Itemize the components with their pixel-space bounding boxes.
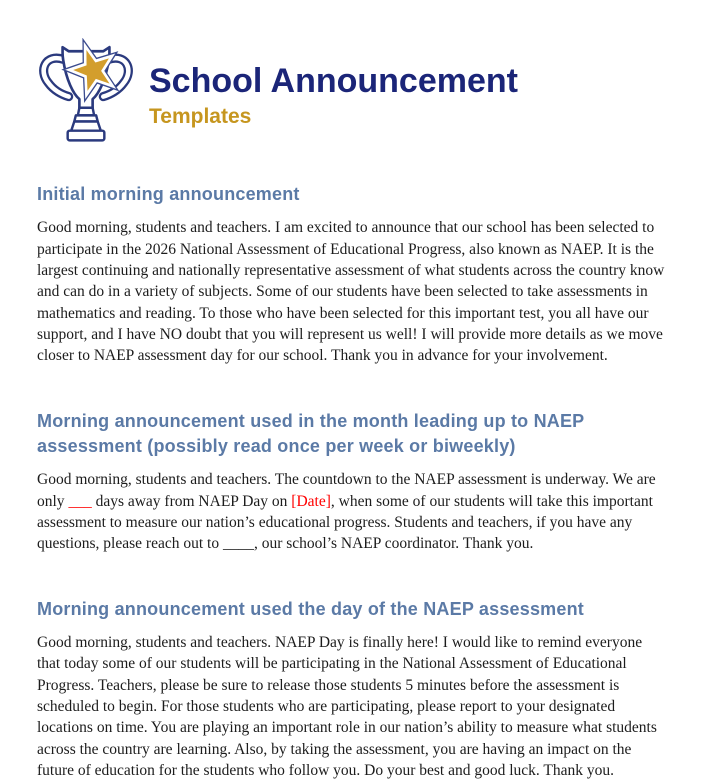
- body-text-segment: , when some of our students will take this important assessment to measure our nation’s educational progress. Students and teachers, if you have any questions, please reach out to ____, our school’s NAEP coordinator. Thank you.: [37, 492, 653, 553]
- title-block: [149, 38, 518, 129]
- section-day-of-announcement: [37, 597, 669, 782]
- section-leadup-announcement: [37, 409, 669, 555]
- body-text-segment: days away from NAEP Day on: [91, 492, 292, 510]
- section-body-leadup: [37, 469, 669, 555]
- section-heading-initial: Initial morning announcement: [37, 184, 300, 204]
- section-body-day-of: Good morning, students and teachers. NAEP Day is finally here! I would like to remind everyone that today some of our students will be participating in the National Assessment of Educational Progress. Teachers, please be sure to release those students 5 minutes before the assessment is scheduled to begin. For those students who are participating, please report to your designated locations on time. You are playing an important role in our nation’s ability to measure what students across the country are learning. Also, by taking the assessment, you are having an impact on the future of education for the students who follow you. Do your best and good luck. Thank you.: [37, 633, 657, 780]
- document-header: [35, 38, 669, 148]
- section-body-initial: Good morning, students and teachers. I am excited to announce that our school has been selected to participate in the 2026 National Assessment of Educational Progress, also known as NAEP. It is the largest continuing and nationally representative assessment of what students across the country know and can do in a variety of subjects. Some of our students have been selected to take assessments in mathematics and reading. To those who have been selected for this important test, you all have our support, and I have NO doubt that you will represent us well! I will provide more details as we move closer to NAEP assessment day for our school. Thank you in advance for your involvement.: [37, 219, 665, 365]
- date-placeholder: [Date]: [291, 492, 331, 510]
- document-title: School Announcement: [149, 62, 518, 100]
- document-subtitle: Templates: [149, 104, 252, 128]
- trophy-star-icon: [35, 38, 137, 148]
- section-heading-day-of: Morning announcement used the day of the NAEP assessment: [37, 598, 584, 619]
- section-heading-leadup: Morning announcement used in the month leading up to NAEP assessment (possibly read once per week or biweekly): [37, 410, 585, 456]
- body-text-segment: Good morning, students and teachers. The countdown to the NAEP assessment is underway. We are only: [37, 471, 656, 510]
- section-initial-morning-announcement: [37, 182, 669, 367]
- days-blank-placeholder: ___: [68, 492, 92, 510]
